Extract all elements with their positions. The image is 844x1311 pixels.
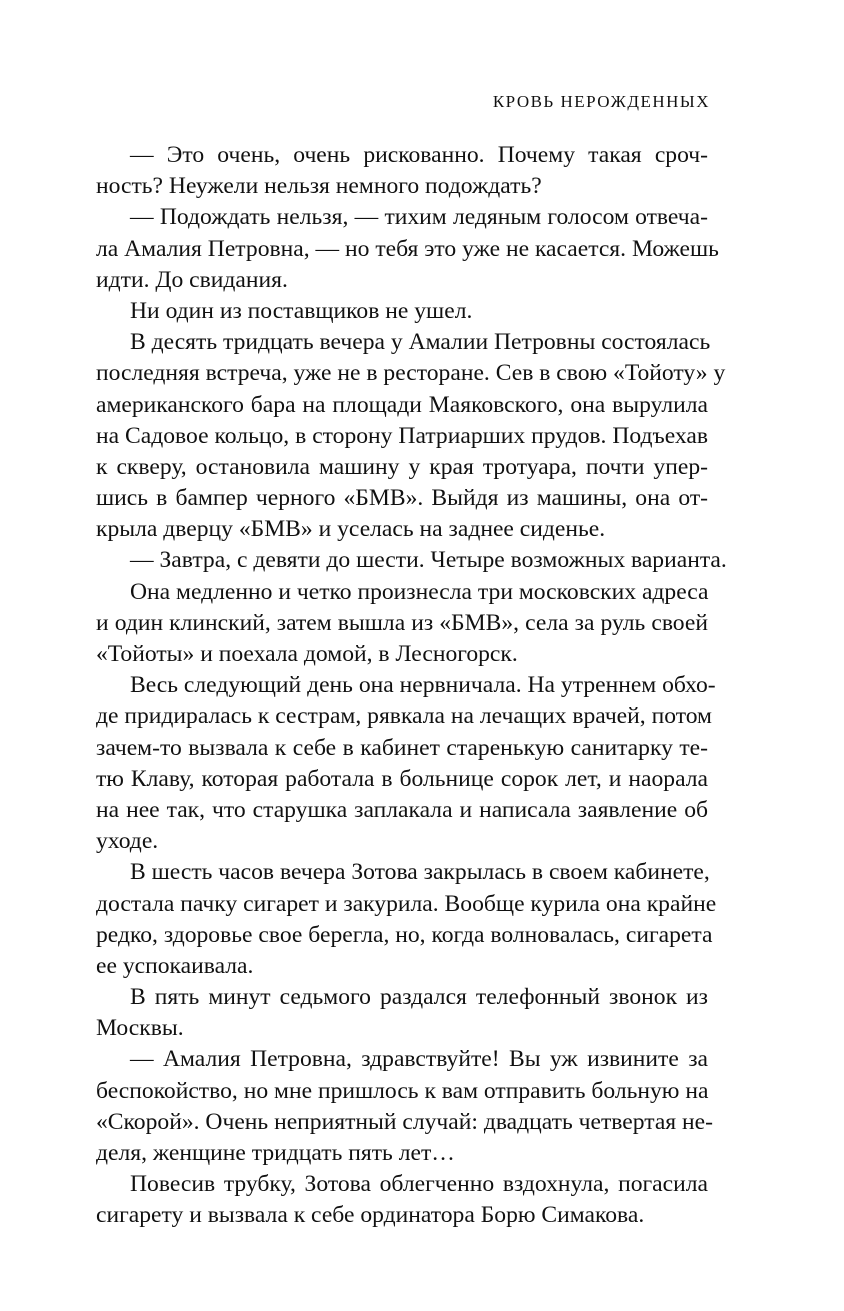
paragraph: [96, 545, 727, 576]
text-line: американского бара на площади Маяковского, она вырулила: [96, 391, 708, 418]
text-line: и один клинский, затем вышла из «БМВ», села за руль своей: [96, 609, 708, 636]
text-line: «Тойоты» и поехала домой, в Лесногорск.: [96, 641, 518, 667]
paragraph: [96, 202, 719, 296]
text-line: — Завтра, с девяти до шести. Четыре возможных варианта.: [130, 547, 727, 574]
text-line: ность? Неужели нельзя немного подождать?: [96, 173, 542, 200]
text-line: Весь следующий день она нервничала. На утреннем обхо-: [130, 672, 716, 699]
text-line: ла Амалия Петровна, — но тебя это уже не касается. Можешь: [96, 235, 719, 262]
text-line: Повесив трубку, Зотова облегченно вздохнула, погасила: [130, 1171, 708, 1198]
text-line: на нее так, что старушка заплакала и написала заявление об: [96, 796, 708, 823]
text-line: на Садовое кольцо, в сторону Патриарших прудов. Подъехав: [96, 422, 708, 449]
text-line: к скверу, остановила машину у края тротуара, почти упер-: [96, 453, 708, 480]
text-line: В пять минут седьмого раздался телефонный звонок из: [130, 984, 708, 1011]
paragraph: [96, 296, 708, 327]
text-line: зачем-то вызвала к себе в кабинет старенькую санитарку те-: [96, 734, 708, 761]
text-line: сигарету и вызвала к себе ординатора Борю Симакова.: [96, 1202, 645, 1229]
text-line: «Скорой». Очень неприятный случай: двадцать четвертая не-: [96, 1108, 713, 1135]
text-line: Ни один из поставщиков не ушел.: [130, 297, 473, 324]
text-line: крыла дверцу «БМВ» и уселась на заднее сиденье.: [96, 516, 606, 543]
text-line: — Это очень, очень рискованно. Почему такая сроч-: [130, 142, 708, 168]
text-line: последняя встреча, уже не в ресторане. Сев в свою «Тойоту» у: [96, 360, 726, 387]
text-line: шись в бампер черного «БМВ». Выйдя из машины, она от-: [96, 485, 708, 512]
text-line: Она медленно и четко произнесла три московских адреса: [130, 578, 709, 605]
paragraph: [96, 982, 708, 1044]
running-header: КРОВЬ НЕРОЖДЕННЫХ: [492, 92, 710, 111]
text-line: уходе.: [96, 828, 159, 855]
paragraph: [96, 670, 716, 857]
text-line: де придиралась к сестрам, рявкала на лечащих врачей, потом: [96, 703, 712, 730]
text-line: — Подождать нельзя, — тихим ледяным голосом отвеча-: [130, 204, 708, 231]
text-line: редко, здоровье свое берегла, но, когда волновалась, сигарета: [96, 921, 713, 948]
text-line: В десять тридцать вечера у Амалии Петровны состоялась: [130, 329, 711, 356]
text-line: ее успокаивала.: [96, 952, 254, 979]
text-line: В шесть часов вечера Зотова закрылась в своем кабинете,: [130, 859, 710, 886]
text-line: беспокойство, но мне пришлось к вам отправить больную на: [96, 1077, 709, 1104]
body-text: [96, 140, 727, 1232]
text-line: Москвы.: [96, 1015, 184, 1042]
text-line: деля, женщине тридцать пять лет…: [96, 1140, 455, 1166]
paragraph: [96, 577, 708, 671]
paragraph: [96, 140, 708, 202]
paragraph: [96, 857, 717, 982]
text-line: идти. До свидания.: [96, 266, 288, 293]
text-line: — Амалия Петровна, здравствуйте! Вы уж извините за: [130, 1046, 708, 1073]
paragraph: [96, 327, 726, 545]
paragraph: [96, 1169, 708, 1231]
paragraph: [96, 1044, 713, 1169]
text-line: тю Клаву, которая работала в больнице сорок лет, и наорала: [96, 765, 708, 792]
text-line: достала пачку сигарет и закурила. Вообще курила она крайне: [96, 890, 717, 917]
